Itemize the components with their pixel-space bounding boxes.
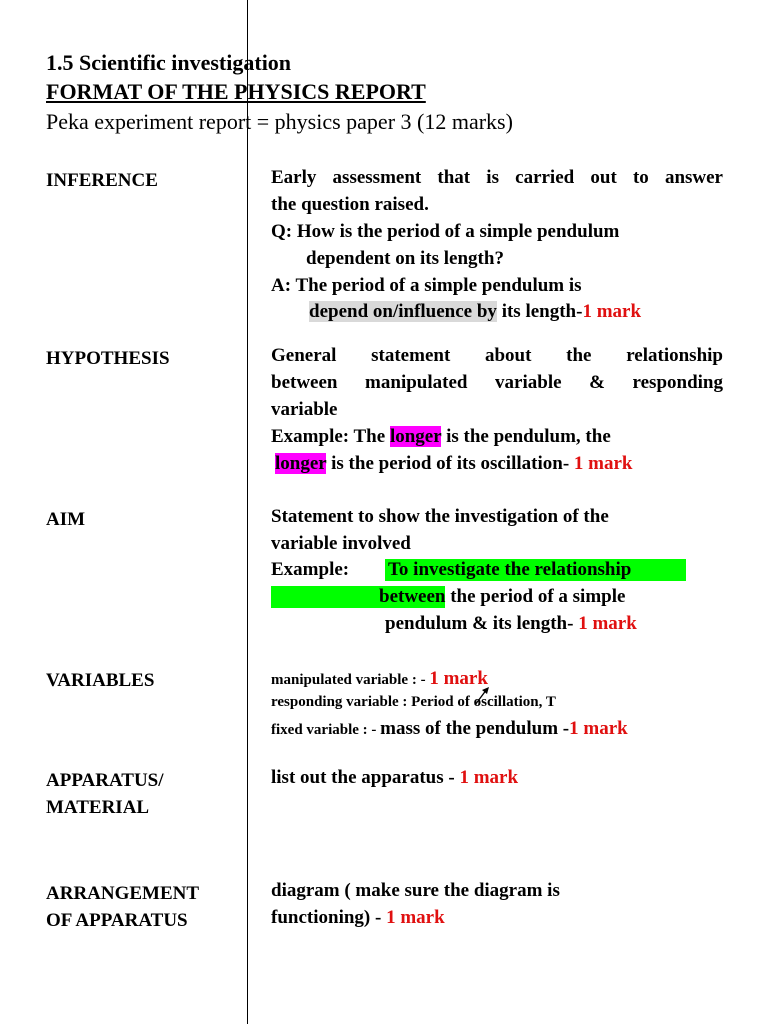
arrangement-line-1: diagram ( make sure the diagram is (271, 880, 560, 901)
aim-example-label: Example: (271, 559, 350, 580)
variables-fixed: fixed variable : - mass of the pendulum -1 mark (271, 718, 628, 739)
arrangement-label-2: OF APPARATUS (46, 910, 188, 931)
aim-line-2: variable involved (271, 533, 411, 554)
hypothesis-label: HYPOTHESIS (46, 348, 170, 369)
hypothesis-mark: 1 mark (573, 453, 633, 474)
aim-line-1: Statement to show the investigation of the (271, 506, 609, 527)
apparatus-label-2: MATERIAL (46, 797, 150, 818)
aim-line-5: pendulum & its length- 1 mark (385, 613, 637, 634)
variables-manipulated-mark: 1 mark (429, 668, 488, 689)
inference-line-1: Early assessment that is carried out to answer (271, 167, 723, 188)
hypothesis-line-3: variable (271, 399, 338, 420)
arrangement-mark: 1 mark (386, 907, 445, 928)
aim-mark: 1 mark (578, 613, 637, 634)
inference-answer-1: A: The period of a simple pendulum is (271, 275, 582, 296)
arrow-icon (472, 686, 492, 708)
variables-manipulated: manipulated variable : - 1 mark (271, 668, 488, 689)
inference-answer-2: depend on/influence by its length-1 mark (309, 301, 642, 322)
aim-example-2: between the period of a simple (271, 586, 625, 608)
hypothesis-example-1: Example: The longer is the pendulum, the (271, 426, 611, 447)
variables-label: VARIABLES (46, 670, 155, 691)
hypothesis-example-2: longer is the period of its oscillation- 1 mark (275, 453, 633, 474)
aim-highlight-2: between (271, 586, 445, 608)
inference-question-2: dependent on its length? (306, 248, 504, 269)
intro-text: Peka experiment report = physics paper 3 (12 marks) (46, 109, 513, 134)
arrangement-line-2: functioning) - 1 mark (271, 907, 445, 928)
apparatus-label-1: APPARATUS/ (46, 770, 164, 791)
hypothesis-highlight-2: longer (275, 453, 327, 474)
inference-line-2: the question raised. (271, 194, 429, 215)
apparatus-mark: 1 mark (459, 767, 519, 788)
inference-highlight: depend on/influence by (309, 301, 497, 322)
inference-question-1: Q: How is the period of a simple pendulum (271, 221, 620, 242)
variables-fixed-mark: 1 mark (569, 718, 628, 739)
inference-mark: 1 mark (582, 301, 642, 322)
inference-label: INFERENCE (46, 170, 158, 191)
arrangement-label-1: ARRANGEMENT (46, 883, 200, 904)
apparatus-text: list out the apparatus - 1 mark (271, 767, 519, 788)
column-divider-line (247, 0, 248, 1024)
hypothesis-line-1: General statement about the relationship (271, 345, 723, 366)
page-subtitle: FORMAT OF THE PHYSICS REPORT (46, 79, 426, 104)
variables-responding: responding variable : Period of oscillation, T (271, 694, 556, 710)
page-title: 1.5 Scientific investigation (46, 50, 292, 75)
hypothesis-highlight-1: longer (389, 426, 442, 447)
hypothesis-line-2: between manipulated variable & responding (271, 372, 723, 393)
aim-label: AIM (46, 509, 86, 530)
aim-highlight-1: To investigate the relationship (385, 559, 686, 581)
